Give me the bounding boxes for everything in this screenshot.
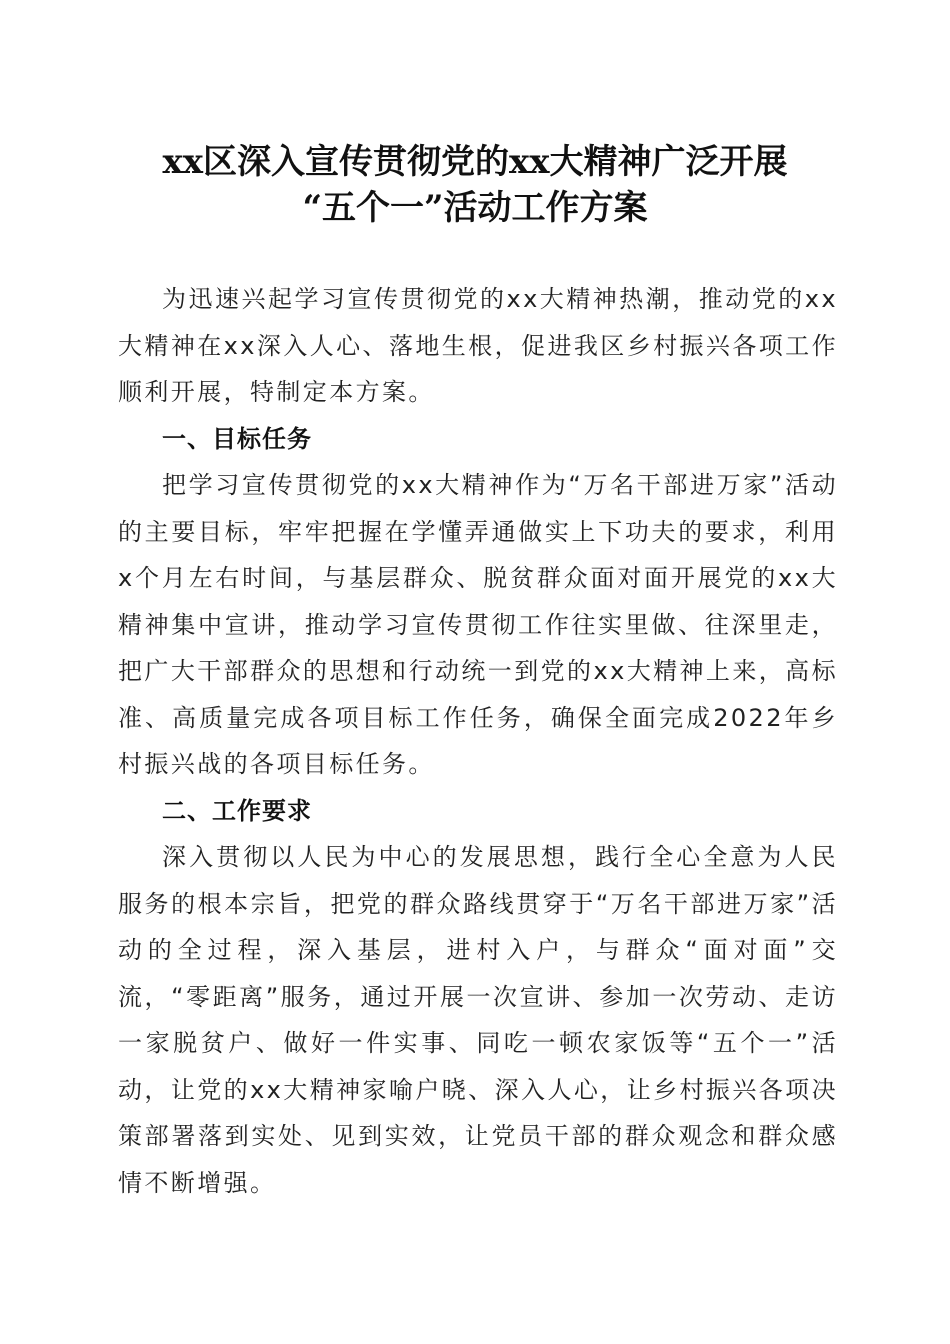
document-title-line-1: xx区深入宣传贯彻党的xx大精神广泛开展 [162,142,788,182]
intro-paragraph: 为迅速兴起学习宣传贯彻党的xx大精神热潮，推动党的xx大精神在xx深入人心、落地生根，促进我区乡村振兴各项工作顺利开展，特制定本方案。 [118,285,838,406]
section-paragraph-requirements: 深入贯彻以人民为中心的发展思想，践行全心全意为人民服务的根本宗旨，把党的群众路线贯穿于“万名干部进万家”活动的全过程，深入基层，进村入户，与群众“面对面”交流，“零距离”服务，通过开展一次宣讲、参加一次劳动、走访一家脱贫户、做好一件实事、同吃一顿农家饭等“五个一”活动，让党的xx大精神家喻户晓、深入人心，让乡村振兴各项决策部署落到实处、见到实效，让党员干部的群众观念和群众感情不断增强。 [118,843,838,1197]
document-body [118,276,838,1206]
section-heading-requirements: 二、工作要求 [162,796,312,825]
document-title-line-2: “五个一”活动工作方案 [302,188,648,228]
section-heading-goals: 一、目标任务 [162,424,312,453]
section-paragraph-goals: 把学习宣传贯彻党的xx大精神作为“万名干部进万家”活动的主要目标，牢牢把握在学懂弄通做实上下功夫的要求，利用x个月左右时间，与基层群众、脱贫群众面对面开展党的xx大精神集中宣讲，推动学习宣传贯彻工作往实里做、往深里走，把广大干部群众的思想和行动统一到党的xx大精神上来，高标准、高质量完成各项目标工作任务，确保全面完成2022年乡村振兴战的各项目标任务。 [118,471,838,778]
